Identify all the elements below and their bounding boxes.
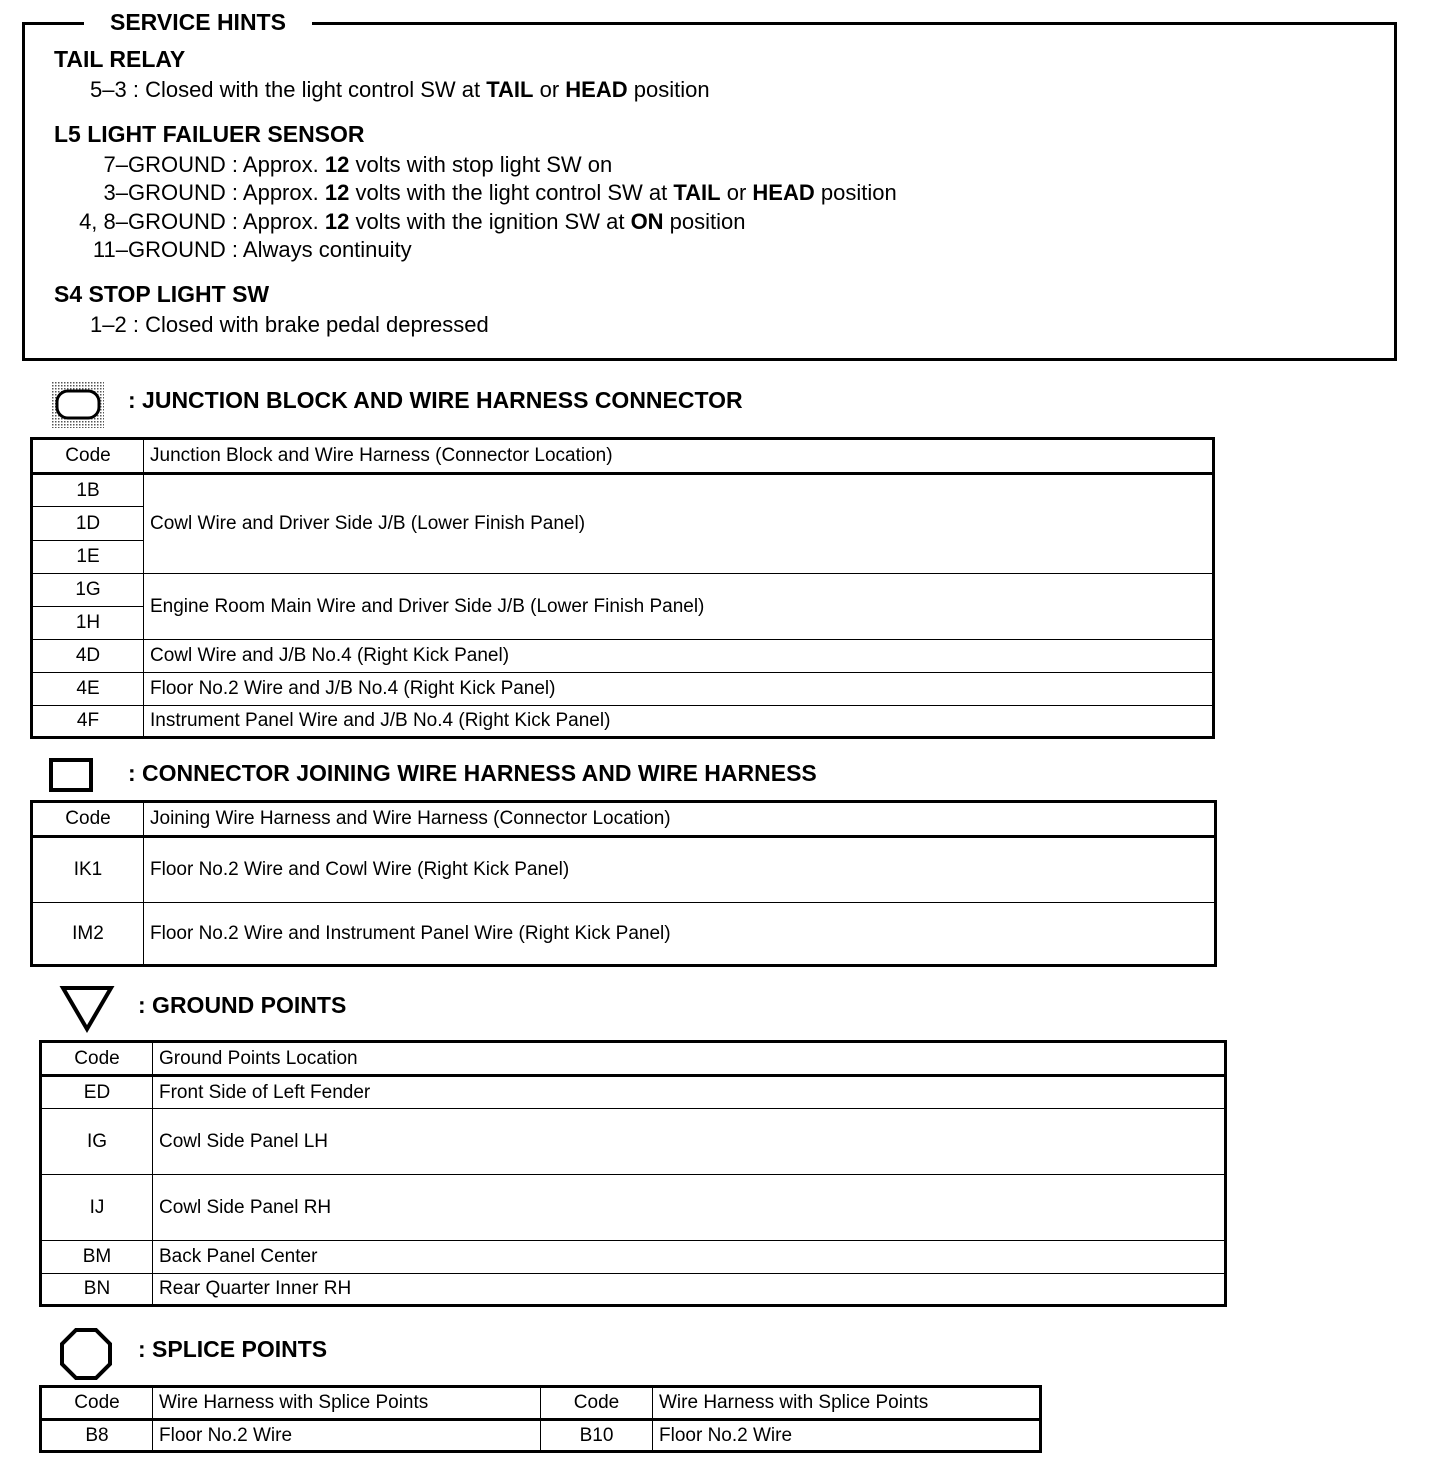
code-cell: 1E (32, 541, 144, 574)
desc-cell: Front Side of Left Fender (153, 1076, 1226, 1109)
col-desc: Junction Block and Wire Harness (Connector Location) (144, 439, 1214, 474)
ground-heading: : GROUND POINTS (138, 992, 347, 1018)
tail-relay-heading: TAIL RELAY (54, 46, 186, 72)
col-desc: Wire Harness with Splice Points (153, 1387, 541, 1420)
desc-cell: Floor No.2 Wire and Cowl Wire (Right Kick Panel) (144, 837, 1216, 903)
connector-heading: : CONNECTOR JOINING WIRE HARNESS AND WIRE HARNESS (128, 760, 817, 786)
desc-cell: Cowl Side Panel LH (153, 1109, 1226, 1175)
hint-line: 4, 8–GROUND : Approx. 12 volts with the ignition SW at ON position (79, 209, 746, 234)
code-cell: 1B (32, 474, 144, 507)
col-code: Code (32, 439, 144, 474)
junction-heading: : JUNCTION BLOCK AND WIRE HARNESS CONNECTOR (128, 387, 743, 413)
splice-heading: : SPLICE POINTS (138, 1336, 328, 1362)
hint-line: 5–3 : Closed with the light control SW at TAIL or HEAD position (90, 77, 710, 102)
splice-table (39, 1385, 1042, 1453)
code-cell: B8 (41, 1420, 153, 1452)
ground-table (39, 1040, 1227, 1307)
code-cell: 4F (32, 706, 144, 738)
hint-line: 3–GROUND : Approx. 12 volts with the light control SW at TAIL or HEAD position (103, 180, 897, 205)
code-cell: 4D (32, 640, 144, 673)
col-desc: Joining Wire Harness and Wire Harness (Connector Location) (144, 802, 1216, 837)
junction-table (30, 437, 1215, 739)
col-code: Code (541, 1387, 653, 1420)
desc-cell: Instrument Panel Wire and J/B No.4 (Right Kick Panel) (144, 706, 1214, 738)
col-code: Code (32, 802, 144, 837)
code-cell: BM (41, 1241, 153, 1274)
code-cell: BN (41, 1274, 153, 1306)
stop-sw-heading: S4 STOP LIGHT SW (54, 281, 270, 307)
desc-cell: Cowl Wire and J/B No.4 (Right Kick Panel) (144, 640, 1214, 673)
hint-line: 1–2 : Closed with brake pedal depressed (90, 312, 489, 337)
splice-octagon-icon (58, 1326, 114, 1382)
desc-cell: Cowl Wire and Driver Side J/B (Lower Finish Panel) (144, 474, 1214, 574)
code-cell: 1H (32, 607, 144, 640)
junction-block-icon (52, 382, 104, 428)
desc-cell: Engine Room Main Wire and Driver Side J/B (Lower Finish Panel) (144, 574, 1214, 640)
connector-table (30, 800, 1217, 967)
desc-cell: Cowl Side Panel RH (153, 1175, 1226, 1241)
hint-line: 11–GROUND : Always continuity (92, 237, 412, 262)
code-cell: B10 (541, 1420, 653, 1452)
desc-cell: Floor No.2 Wire (153, 1420, 541, 1452)
code-cell: 1D (32, 507, 144, 541)
desc-cell: Floor No.2 Wire and J/B No.4 (Right Kick Panel) (144, 673, 1214, 706)
code-cell: IG (41, 1109, 153, 1175)
code-cell: 4E (32, 673, 144, 706)
desc-cell: Back Panel Center (153, 1241, 1226, 1274)
hint-line: 7–GROUND : Approx. 12 volts with stop light SW on (103, 152, 613, 177)
code-cell: IJ (41, 1175, 153, 1241)
desc-cell: Rear Quarter Inner RH (153, 1274, 1226, 1306)
code-cell: ED (41, 1076, 153, 1109)
service-hints-title: SERVICE HINTS (84, 8, 312, 36)
code-cell: 1G (32, 574, 144, 607)
col-desc: Wire Harness with Splice Points (653, 1387, 1041, 1420)
code-cell: IM2 (32, 903, 144, 966)
col-code: Code (41, 1387, 153, 1420)
desc-cell: Floor No.2 Wire (653, 1420, 1041, 1452)
col-desc: Ground Points Location (153, 1042, 1226, 1076)
connector-icon (48, 757, 96, 793)
col-code: Code (41, 1042, 153, 1076)
ground-triangle-icon (58, 983, 116, 1033)
code-cell: IK1 (32, 837, 144, 903)
desc-cell: Floor No.2 Wire and Instrument Panel Wire (Right Kick Panel) (144, 903, 1216, 966)
sensor-heading: L5 LIGHT FAILUER SENSOR (54, 121, 365, 147)
